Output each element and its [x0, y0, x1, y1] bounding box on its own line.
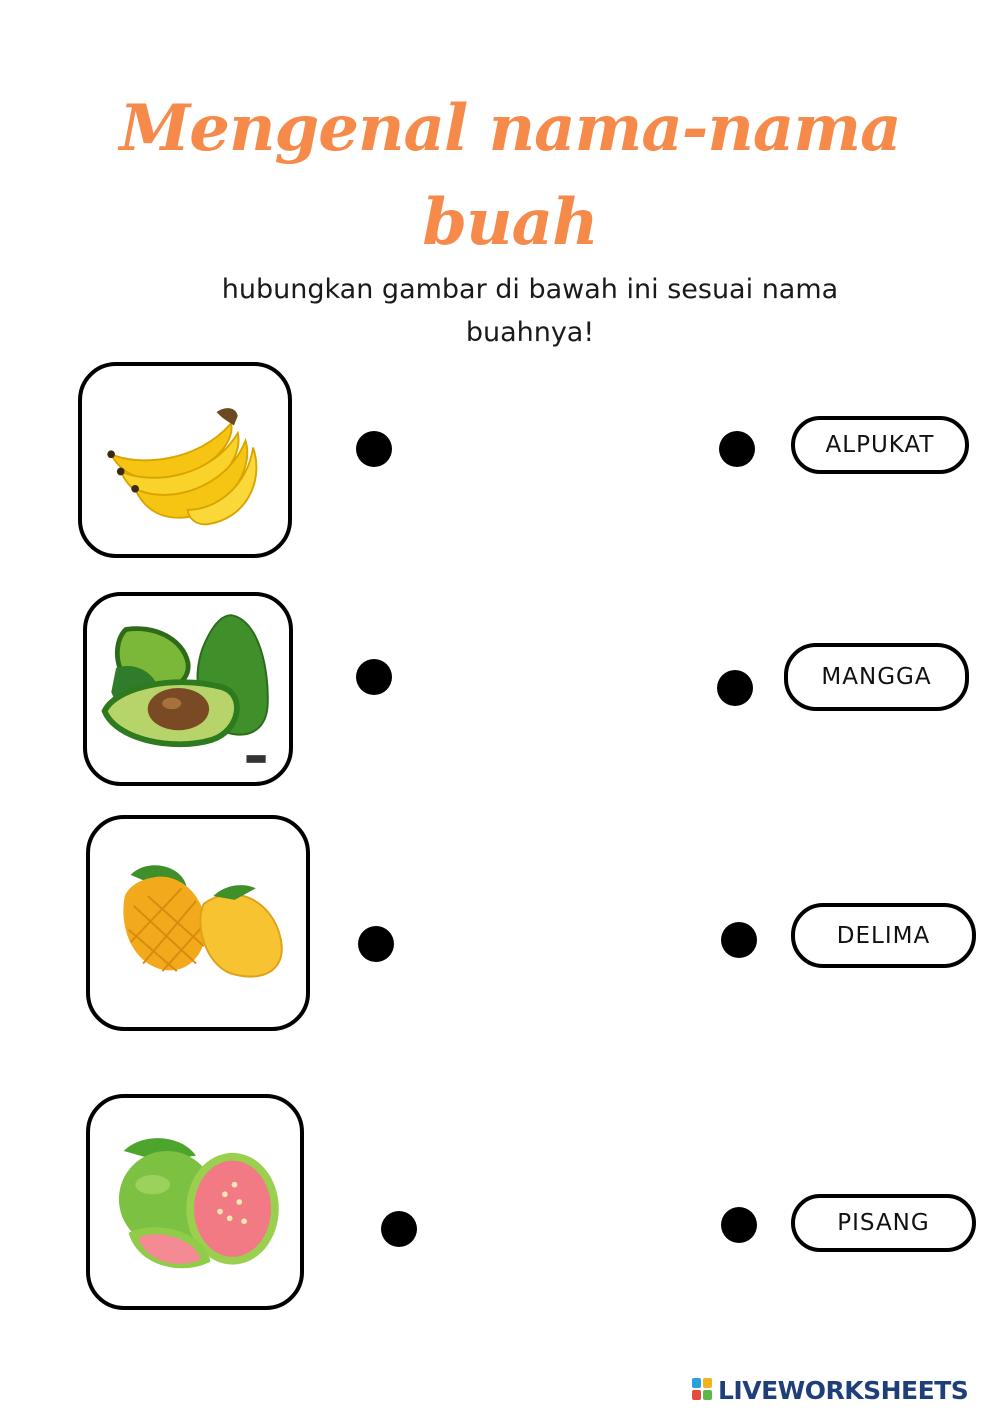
connector-dot-left-2[interactable] [356, 659, 392, 695]
word-card-pisang: PISANG [791, 1194, 976, 1252]
mango-image [90, 819, 306, 1027]
picture-card-banana [78, 362, 292, 558]
word-card-mangga: MANGGA [784, 643, 969, 711]
connector-dot-right-1[interactable] [719, 431, 755, 467]
connector-dot-left-4[interactable] [381, 1211, 417, 1247]
word-card-alpukat: ALPUKAT [791, 416, 969, 474]
liveworksheets-logo-icon [692, 1378, 714, 1402]
connector-dot-left-3[interactable] [358, 926, 394, 962]
banana-image [82, 366, 288, 554]
picture-card-avocado [83, 592, 293, 786]
connector-dot-left-1[interactable] [356, 431, 392, 467]
guava-image [90, 1098, 300, 1306]
connector-dot-right-2[interactable] [717, 670, 753, 706]
picture-card-guava [86, 1094, 304, 1310]
connector-dot-right-3[interactable] [721, 922, 757, 958]
page-title: Mengenal nama-nama buah [119, 91, 901, 260]
liveworksheets-watermark [692, 1374, 968, 1406]
instruction-text: hubungkan gambar di bawah ini sesuai nama buahnya! [221, 274, 839, 348]
liveworksheets-label: LIVEWORKSHEETS [718, 1375, 969, 1405]
word-card-delima: DELIMA [791, 903, 976, 968]
avocado-image [87, 596, 289, 782]
picture-card-mango [86, 815, 310, 1031]
connector-dot-right-4[interactable] [721, 1207, 757, 1243]
